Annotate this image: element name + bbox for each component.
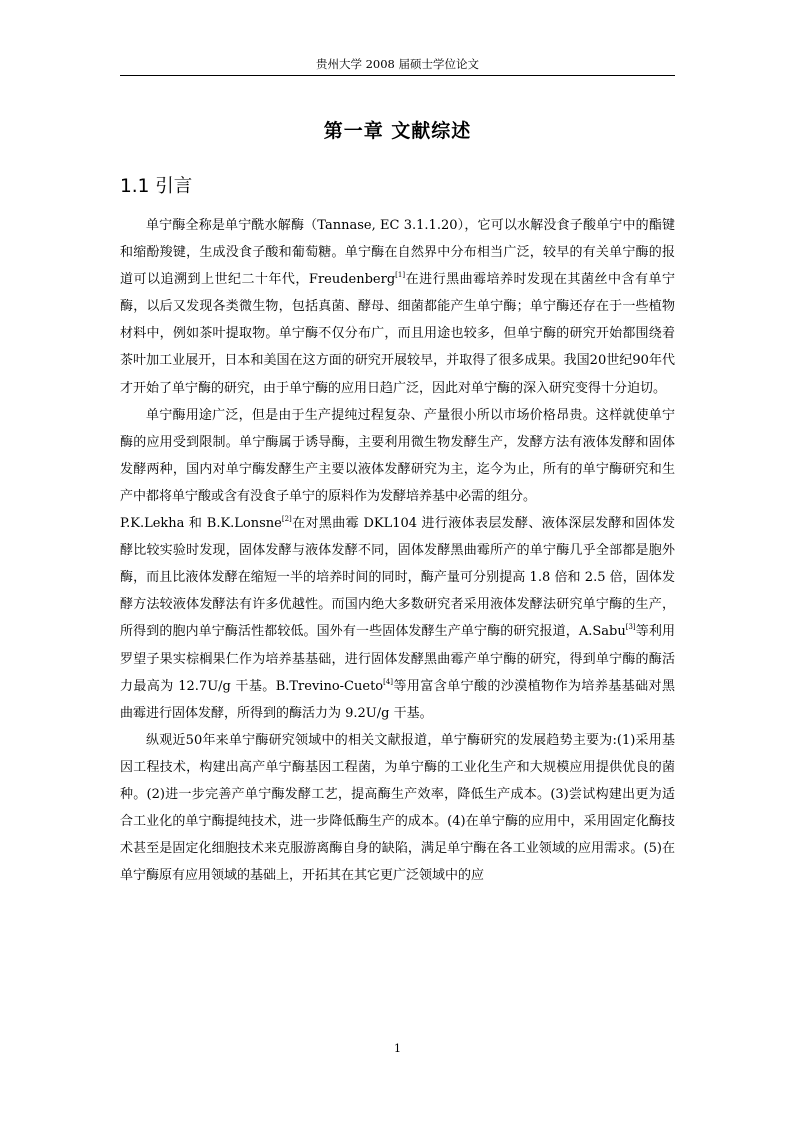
paragraph-3-text-b: 在对黑曲霉 DKL104 进行液体表层发酵、液体深层发酵和固体发酵比较实验时发现，固体发酵与液体发酵不同，固体发酵黑曲霉所产的单宁酶几乎全部都是胞外酶，而且比液体发酵在缩短一半的培养时间的同时，酶产量可分别提高 1.8 倍和 2.5 倍，固体发酵方法较液体发酵法有许多优越性。而国内绝大多数研究者采用液体发酵法研究单宁酶的生产，所得到的胞内单宁酶活性都较低。国外有一些固体发酵生产单宁酶的研究报道，A.Sabu	[120, 516, 676, 640]
citation-2: [2]	[281, 515, 292, 524]
citation-4: [4]	[383, 677, 394, 686]
header-divider	[120, 75, 675, 76]
citation-1: [1]	[395, 271, 406, 280]
paragraph-1-text-a: 单宁酶全称是单宁酰水解酶（Tannase, EC 3.1.1.20），它可以水解没食子酸单宁中的酯键和缩酚羧键，生成没食子酸和葡萄糖。单宁酶在自然界中分布相当广泛，较早的有关单宁酶的报道可以追溯到上世纪二十年代，Freudenberg	[120, 218, 675, 288]
page-number: 1	[394, 1042, 401, 1055]
paragraph-3-text-a: P.K.Lekha 和 B.K.Lonsne	[120, 516, 282, 532]
citation-3: [3]	[625, 623, 636, 632]
running-header: 贵州大学 2008 届硕士学位论文	[315, 57, 480, 71]
body-text	[120, 212, 675, 889]
paragraph-2: 单宁酶用途广泛，但是由于生产提纯过程复杂、产量很小所以市场价格昂贵。这样就使单宁酶的应用受到限制。单宁酶属于诱导酶，主要利用微生物发酵生产，发酵方法有液体发酵和固体发酵两种，国内对单宁酶发酵生产主要以液体发酵研究为主，迄今为止，所有的单宁酶研究和生产中都将单宁酸或含有没食子单宁的原料作为发酵培养基中必需的组分。	[120, 407, 675, 504]
chapter-title: 第一章 文献综述	[323, 120, 472, 142]
paragraph-3-text-c: 等利用罗望子果实棕榈果仁作为培养基基础，进行固体发酵黑曲霉产单宁酶的研究，得到单宁酶的酶活力最高为 12.7U/g 干基。B.Trevino-Cueto	[120, 624, 675, 694]
section-title: 1.1 引言	[120, 176, 193, 197]
paragraph-3	[120, 510, 675, 727]
paragraph-4: 纵观近50年来单宁酶研究领域中的相关文献报道，单宁酶研究的发展趋势主要为:(1)采用基因工程技术，构建出高产单宁酶基因工程菌，为单宁酶的工业化生产和大规模应用提供优良的菌种。(2)进一步完善产单宁酶发酵工艺，提高酶生产效率，降低生产成本。(3)尝试构建出更为适合工业化的单宁酶提纯技术，进一步降低酶生产的成本。(4)在单宁酶的应用中，采用固定化酶技术甚至是固定化细胞技术来克服游离酶自身的缺陷，满足单宁酶在各工业领域的应用需求。(5)在单宁酶原有应用领域的基础上，开拓其在其它更广泛领域中的应	[120, 732, 675, 884]
paragraph-1	[120, 212, 675, 402]
paragraph-3-text-d: 等用富含单宁酸的沙漠植物作为培养基基础对黑曲霉进行固体发酵，所得到的酶活力为 9.2U/g 干基。	[120, 678, 675, 721]
paragraph-1-text-b: 在进行黑曲霉培养时发现在其菌丝中含有单宁酶，以后又发现各类微生物，包括真菌、酵母、细菌都能产生单宁酶；单宁酶还存在于一些植物材料中，例如茶叶提取物。单宁酶不仅分布广，而且用途也较多，但单宁酶的研究开始都围绕着茶叶加工业展开，日本和美国在这方面的研究开展较早，并取得了很多成果。我国20世纪90年代才开始了单宁酶的研究，由于单宁酶的应用日趋广泛，因此对单宁酶的深入研究变得十分迫切。	[120, 272, 675, 396]
